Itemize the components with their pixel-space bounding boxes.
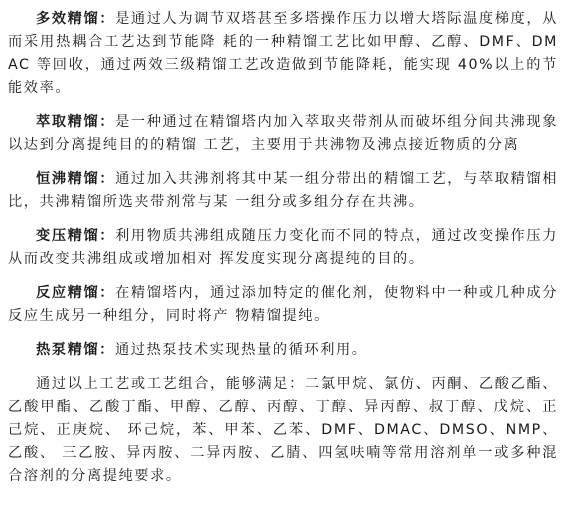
paragraph-azeotropic-distillation	[8, 168, 558, 214]
term-multi-effect-distillation: 多效精馏：	[36, 11, 116, 27]
term-extractive-distillation: 萃取精馏：	[36, 114, 116, 130]
text-multi-effect-distillation: 是通过人为调节双塔甚至多塔操作压力以增大塔际温度梯度，从而采用热耦合工艺达到节能降 耗的一种精馏工艺比如甲醇、乙醇、DMF、DMAC 等回收，通过两效三级精馏工艺改造做到节能降耗，能实现 40%以上的节能效率。	[8, 11, 558, 96]
term-azeotropic-distillation: 恒沸精馏：	[36, 171, 116, 187]
paragraph-heat-pump-distillation	[8, 339, 558, 362]
text-azeotropic-distillation: 通过加入共沸剂将其中某一组分带出的精馏工艺，与萃取精馏相比，共沸精馏所选夹带剂常与某 一组分或多组分存在共沸。	[8, 171, 558, 210]
text-reactive-distillation: 在精馏塔内，通过添加特定的催化剂，使物料中一种或几种成分反应生成另一种组分，同时将产 物精馏提纯。	[8, 285, 558, 324]
term-heat-pump-distillation: 热泵精馏：	[36, 342, 115, 358]
paragraph-reactive-distillation	[8, 282, 558, 328]
term-pressure-swing-distillation: 变压精馏：	[36, 228, 116, 244]
paragraph-multi-effect-distillation	[8, 8, 558, 100]
paragraph-extractive-distillation	[8, 111, 558, 157]
text-extractive-distillation: 是一种通过在精馏塔内加入萃取夹带剂从而破坏组分间共沸现象以达到分离提纯目的的精馏 工艺，主要用于共沸物及沸点接近物质的分离	[8, 114, 558, 153]
text-heat-pump-distillation: 通过热泵技术实现热量的循环利用。	[114, 342, 368, 358]
text-pressure-swing-distillation: 利用物质共沸组成随压力变化而不同的特点，通过改变操作压力从而改变共沸组成或增加相对 挥发度实现分离提纯的目的。	[8, 228, 558, 267]
paragraph-summary	[8, 373, 558, 488]
paragraph-pressure-swing-distillation	[8, 225, 558, 271]
text-summary: 通过以上工艺或工艺组合，能够满足：二氯甲烷、氯仿、丙酮、乙酸乙酯、乙酸甲酯、乙酸丁酯、甲醇、乙醇、丙醇、丁醇、异丙醇、叔丁醇、戊烷、正己烷、正庚烷、 环己烷，苯、甲苯、乙苯、DMF、DMAC、DMSO、NMP、乙酸、 三乙胺、异丙胺、二异丙胺、乙腈、四氢呋喃等常用溶剂单一或多种混合溶剂的分离提纯要求。	[8, 376, 558, 484]
term-reactive-distillation: 反应精馏：	[36, 285, 116, 301]
